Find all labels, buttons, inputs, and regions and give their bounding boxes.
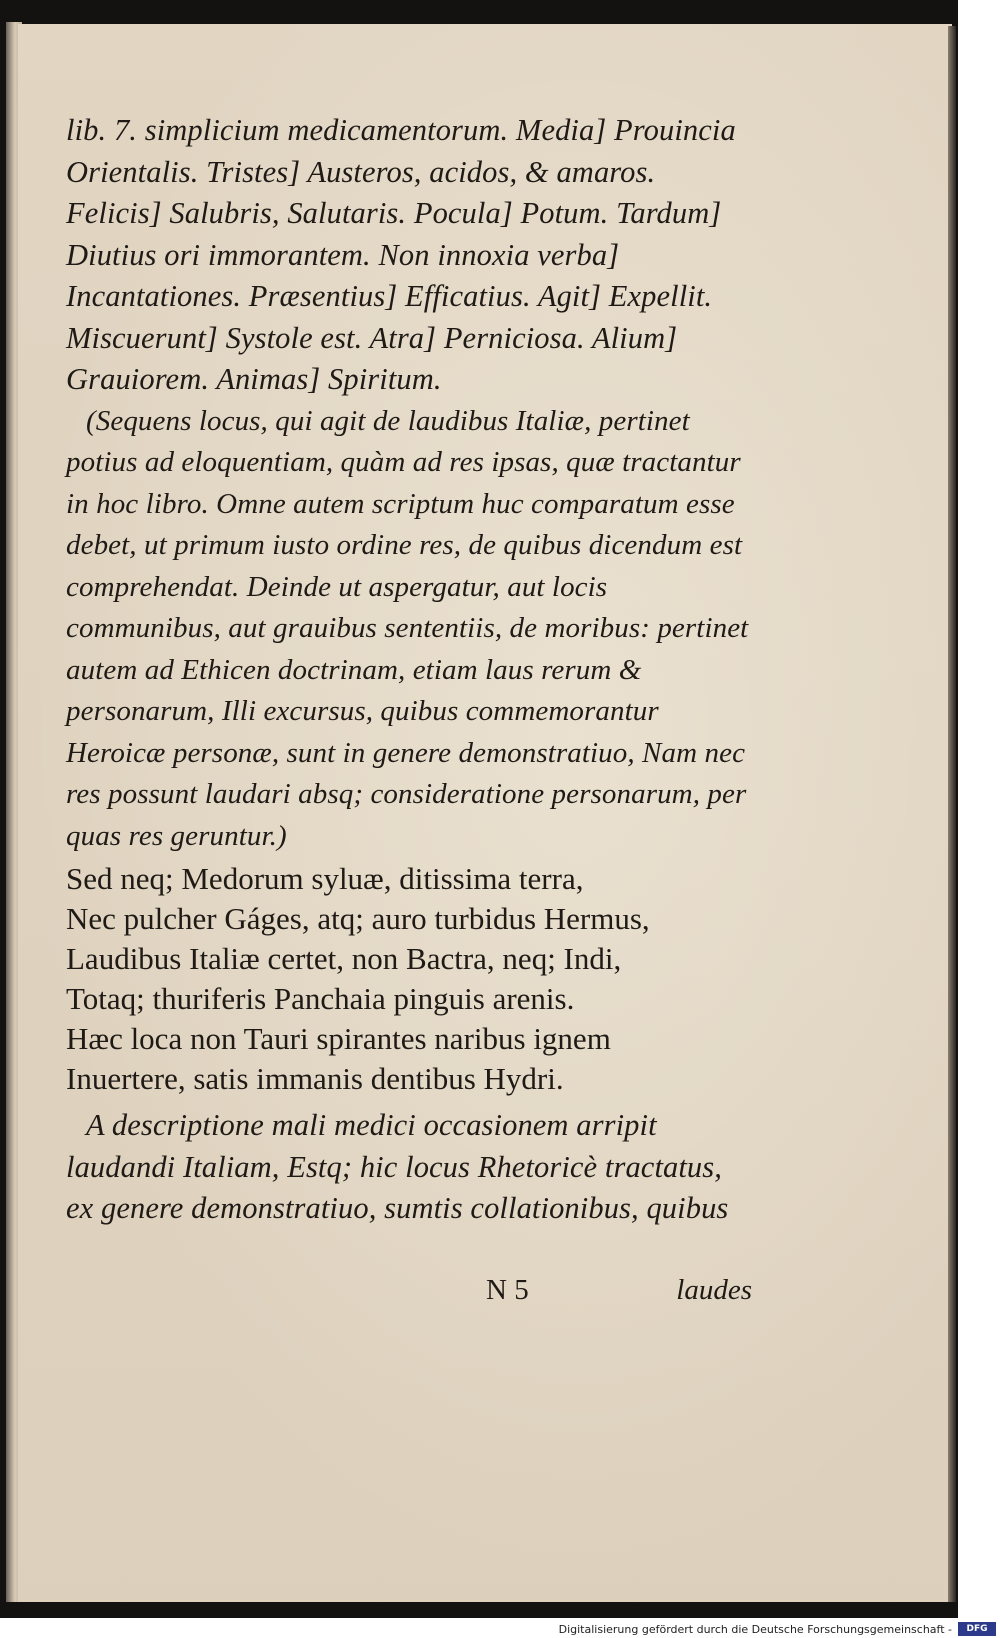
verse-line: Inuertere, satis immanis dentibus Hydri. [66, 1061, 564, 1096]
funding-credit: Digitalisierung gefördert durch die Deutsche Forschungsgemeinschaft - [558, 1623, 952, 1636]
dfg-logo-icon: DFG [958, 1622, 996, 1636]
text-block [66, 110, 756, 1230]
gloss-paragraph-1: lib. 7. simplicium medicamentorum. Media] Prouincia Orientalis. Tristes] Austeros, acidos, & amaros. Felicis] Salubris, Salutaris. Pocula] Potum. Tardum] Diutius ori immorantem. Non innoxia verba] Incantationes. Præsentius] Efficatius. Agit] Expellit. Miscuerunt] Systole est. Atra] Perniciosa. Alium] Grauiorem. Animas] Spiritum. [66, 113, 736, 396]
commentary-paragraph: (Sequens locus, qui agit de laudibus Italiæ, pertinet potius ad eloquentiam, quàm ad res ipsas, quæ tractantur in hoc libro. Omne autem scriptum huc comparatum esse debet, ut primum iusto ordine res, de quibus dicendum est comprehendat. Deinde ut aspergatur, aut locis communibus, aut grauibus sententiis, de moribus: pertinet autem ad Ethicen doctrinam, etiam laus rerum & personarum, Illi excursus, quibus commemorantur Heroicæ personæ, sunt in genere demonstratiuo, Nam nec res possunt laudari absq; consideratione personarum, per quas res geruntur.) [66, 404, 749, 852]
footer [0, 1620, 1000, 1638]
catch-line [66, 1274, 756, 1314]
page-right-edge [948, 26, 956, 1602]
verse-line: Laudibus Italiæ certet, non Bactra, neq; Indi, [66, 941, 622, 976]
verse-line: Sed neq; Medorum syluæ, ditissima terra, [66, 861, 584, 896]
verse-line: Totaq; thuriferis Panchaia pinguis arenis. [66, 981, 575, 1016]
signature-mark: N 5 [486, 1274, 529, 1306]
verse-line: Hæc loca non Tauri spirantes naribus ignem [66, 1021, 611, 1056]
verse-line: Nec pulcher Gáges, atq; auro turbidus Hermus, [66, 901, 650, 936]
gloss-paragraph-2: A descriptione mali medici occasionem arripit laudandi Italiam, Estq; hic locus Rhetoricè tractatus, ex genere demonstratiuo, sumtis collationibus, quibus [66, 1108, 729, 1225]
catchword: laudes [676, 1274, 752, 1306]
verse-block [66, 859, 756, 1099]
book-page [18, 24, 952, 1602]
